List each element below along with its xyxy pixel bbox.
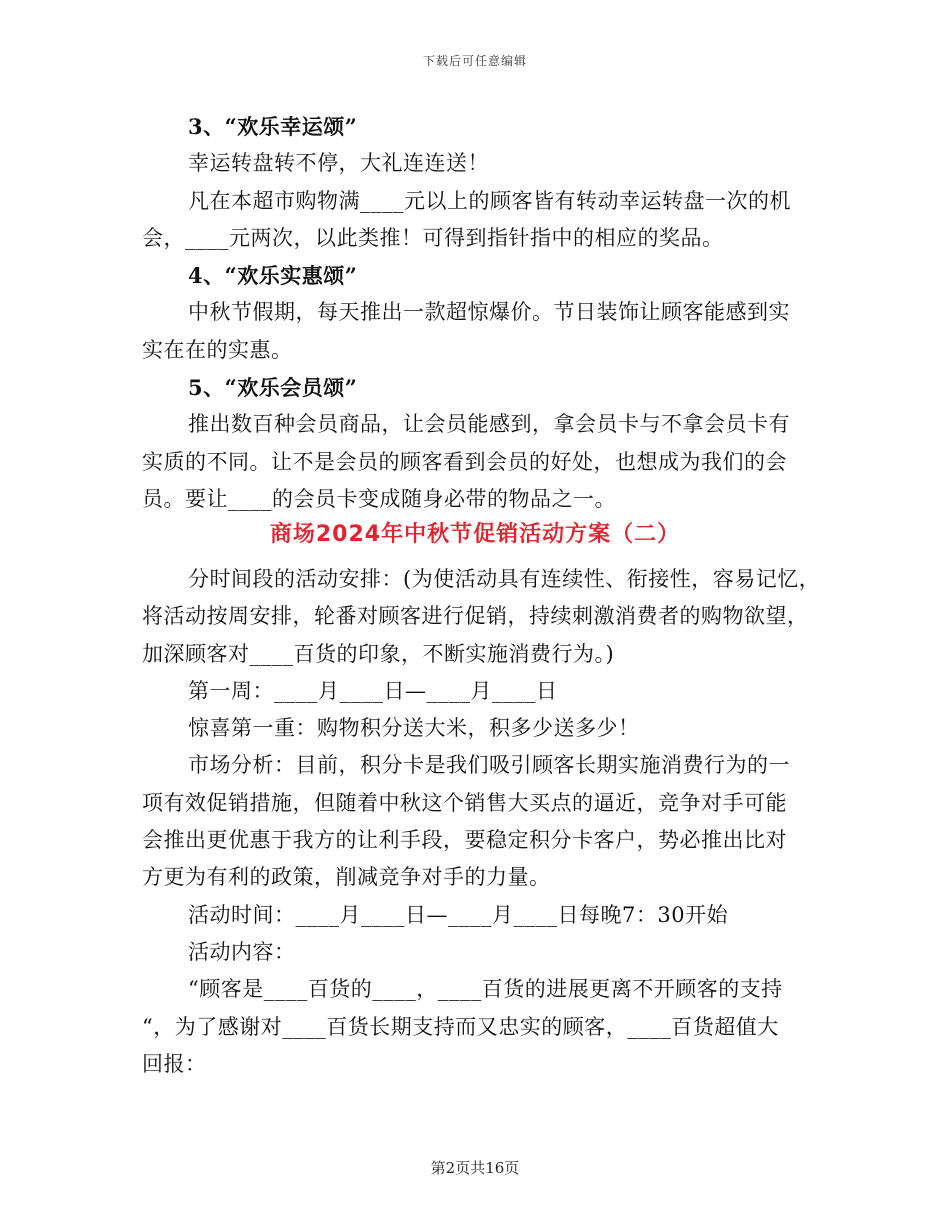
- paragraph-line: 实质的不同。让不是会员的顾客看到会员的好处，也想成为我们的会: [142, 449, 787, 474]
- paragraph-line: 幸运转盘转不停，大礼连连送！: [188, 151, 489, 176]
- paragraph-line: 将活动按周安排，轮番对顾客进行促销，持续刺激消费者的购物欲望，: [142, 604, 809, 629]
- heading-item-4: 4、“欢乐实惠颂”: [188, 263, 358, 289]
- paragraph-line: 市场分析：目前，积分卡是我们吸引顾客长期实施消费行为的一: [188, 753, 790, 778]
- section-2: [142, 561, 822, 1083]
- paragraph-line: 推出数百种会员商品，让会员能感到，拿会员卡与不拿会员卡有: [188, 412, 790, 437]
- paragraph-line: 方更为有利的政策，削减竞争对手的力量。: [142, 865, 551, 890]
- paragraph-line: 活动内容：: [188, 939, 296, 964]
- paragraph-line: 项有效促销措施，但随着中秋这个销售大买点的逼近，竞争对手可能: [142, 790, 787, 815]
- paragraph-line: 实在在的实惠。: [142, 337, 293, 362]
- paragraph-line: 中秋节假期，每天推出一款超惊爆价。节日装饰让顾客能感到实: [188, 300, 790, 325]
- section-1: [142, 108, 802, 518]
- paragraph-line: 员。要让____的会员卡变成随身必带的物品之一。: [142, 486, 616, 511]
- paragraph-line: 活动时间：____月____日—____月____日每晚7：30开始: [188, 902, 729, 927]
- paragraph-line: “顾客是____百货的____，____百货的进展更离不开顾客的支持: [188, 977, 783, 1002]
- paragraph-line: “，为了感谢对____百货长期支持而又忠实的顾客，____百货超值大: [142, 1014, 779, 1039]
- heading-item-3: 3、“欢乐幸运颂”: [188, 114, 358, 139]
- paragraph-line: 惊喜第一重：购物积分送大米，积多少送多少！: [188, 716, 640, 741]
- paragraph-line: 加深顾客对____百货的印象，不断实施消费行为。): [142, 641, 615, 666]
- page-header: 下载后可任意编辑: [422, 54, 527, 68]
- paragraph-line: 凡在本超市购物满____元以上的顾客皆有转动幸运转盘一次的机: [188, 188, 791, 213]
- section-title: 商场2024年中秋节促销活动方案（二）: [269, 522, 681, 547]
- heading-item-5: 5、“欢乐会员颂”: [188, 375, 358, 401]
- paragraph-line: 回报：: [142, 1051, 207, 1076]
- page-footer: 第2页共16页: [430, 1159, 520, 1177]
- paragraph-line: 分时间段的活动安排：(为使活动具有连续性、衔接性，容易记忆，: [188, 567, 821, 591]
- paragraph-line: 会推出更优惠于我方的让利手段，要稳定积分卡客户，势必推出比对: [142, 828, 787, 853]
- paragraph-line: 会，____元两次，以此类推！可得到指针指中的相应的奖品。: [142, 225, 724, 250]
- paragraph-line: 第一周：____月____日—____月____日: [188, 678, 558, 703]
